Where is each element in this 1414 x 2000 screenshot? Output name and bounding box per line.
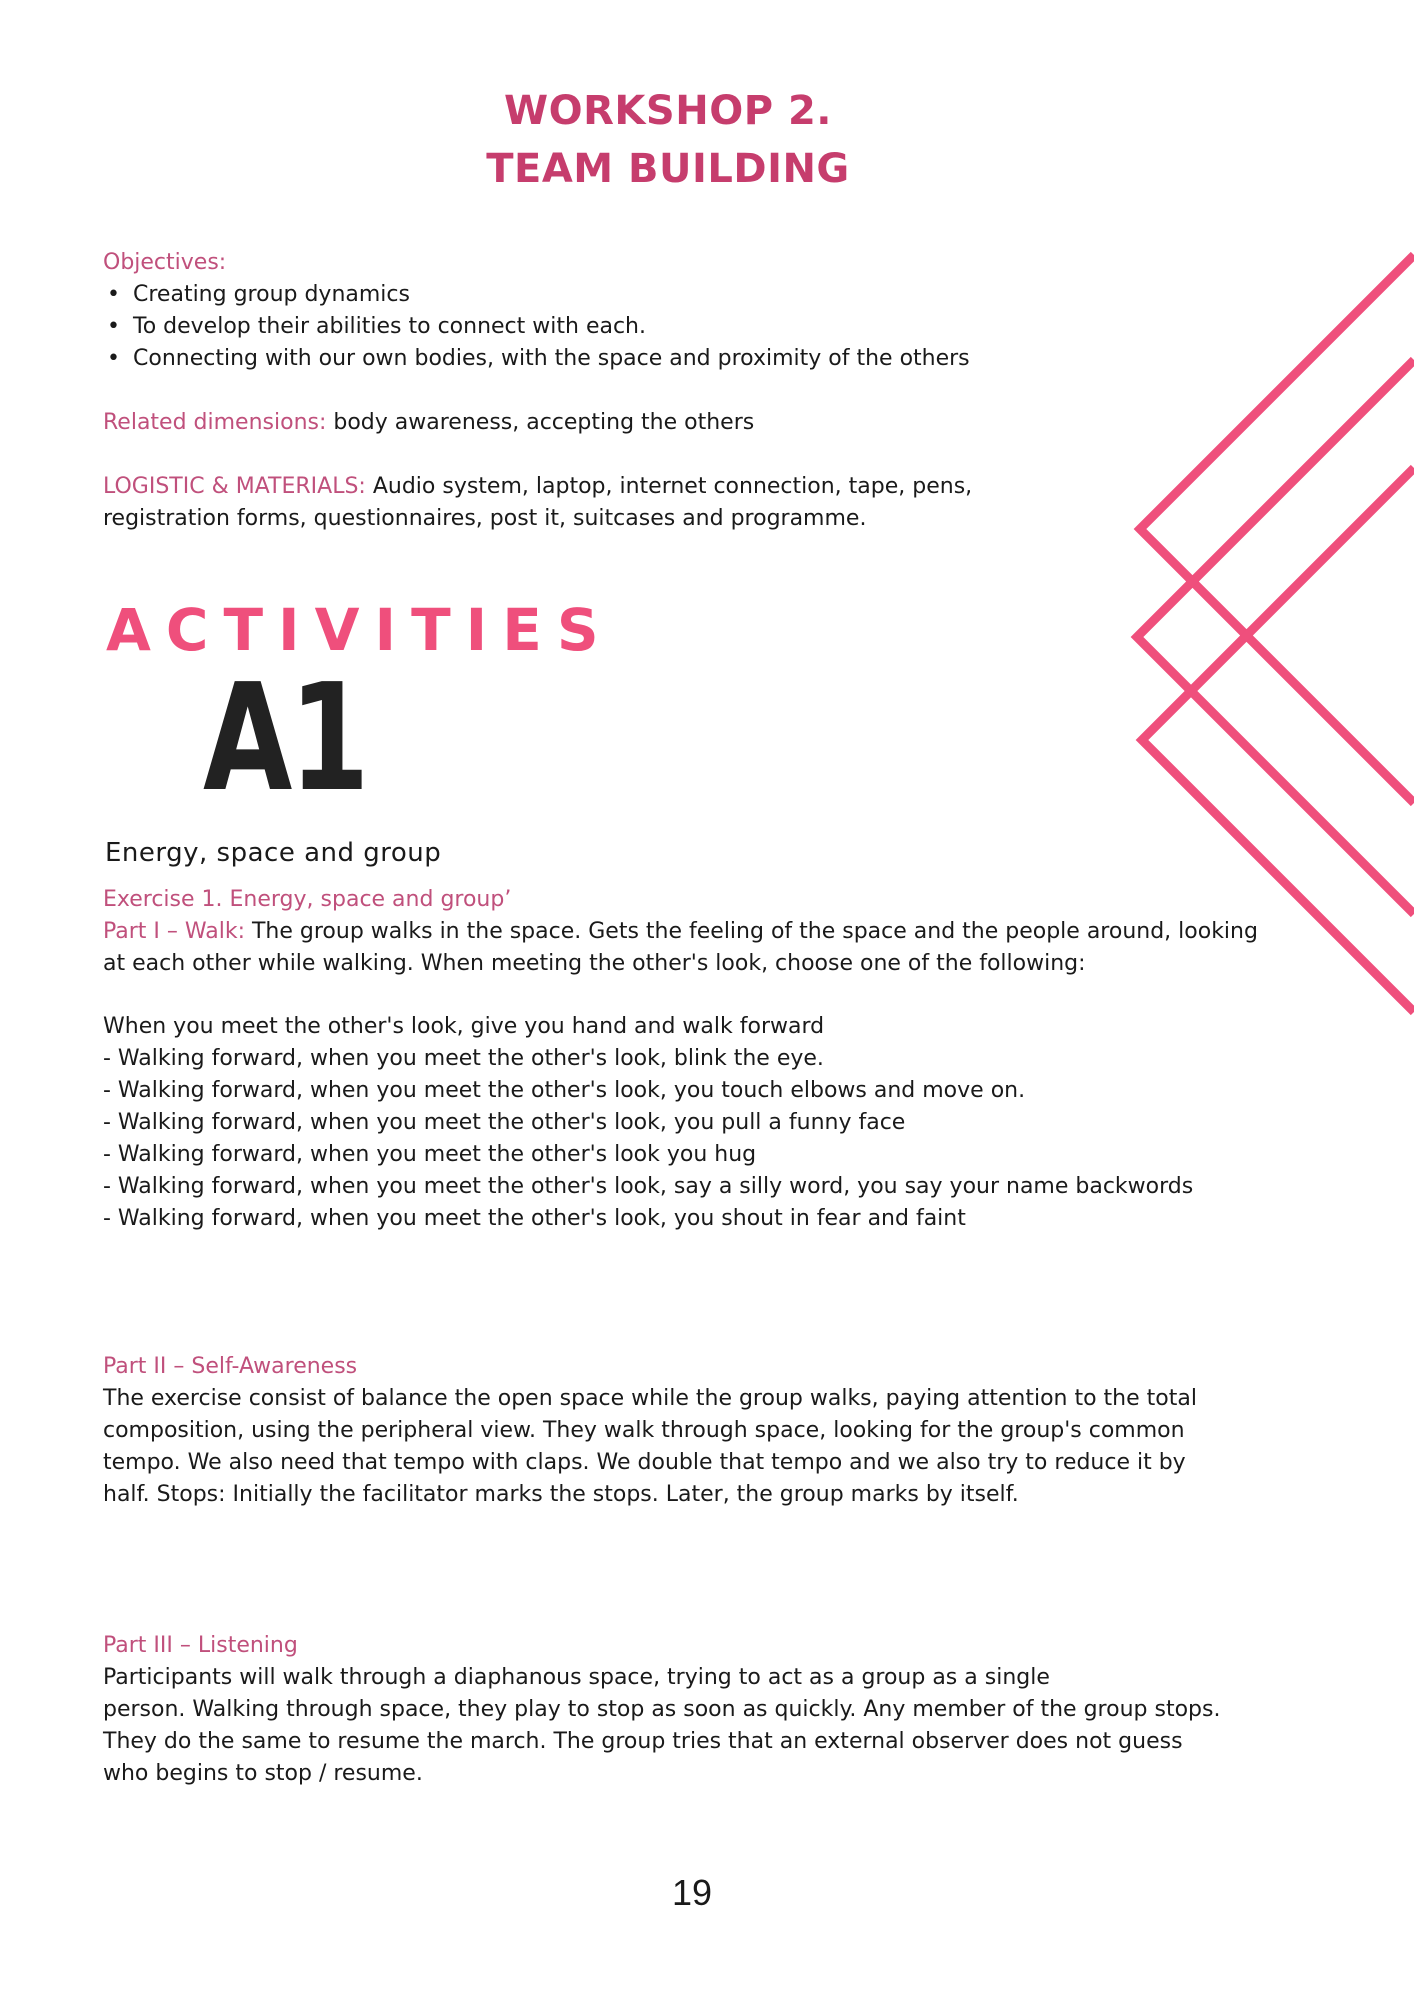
part2-line: composition, using the peripheral view. They walk through space, looking for the group's common [103, 1418, 1185, 1443]
instruction-line: When you meet the other's look, give you hand and walk forward [103, 1014, 825, 1039]
logistics-label: LOGISTIC & MATERIALS: [103, 474, 366, 499]
part1-label: Part I – Walk: [103, 919, 245, 944]
part2-line: The exercise consist of balance the open space while the group walks, paying attention to the total [103, 1386, 1197, 1411]
activity-code: A1 [203, 652, 367, 824]
exercise-title: Exercise 1. Energy, space and group’ [103, 887, 512, 912]
activities-heading: ACTIVITIES [106, 596, 614, 664]
part3-line: They do the same to resume the march. The group tries that an external observer does not guess [103, 1729, 1183, 1754]
instruction-line: - Walking forward, when you meet the other's look, say a silly word, you say your name backwords [103, 1174, 1194, 1199]
part2-line: half. Stops: Initially the facilitator marks the stops. Later, the group marks by itself. [103, 1482, 1019, 1507]
related-dimensions [103, 407, 754, 439]
activity-subtitle: Energy, space and group [105, 838, 442, 868]
page-number: 19 [671, 1872, 713, 1913]
logistics-text-line2: registration forms, questionnaires, post it, suitcases and programme. [103, 506, 867, 531]
workshop-title-line2: TEAM BUILDING [486, 146, 850, 192]
part3-line: person. Walking through space, they play to stop as soon as quickly. Any member of the group stops. [103, 1697, 1221, 1722]
related-dimensions-text: body awareness, accepting the others [326, 410, 755, 435]
part3-label: Part III – Listening [103, 1633, 298, 1658]
objectives-section [103, 247, 970, 375]
exercise-section [103, 884, 1363, 980]
logistics-materials [103, 471, 972, 535]
related-dimensions-label: Related dimensions: [103, 410, 327, 435]
part2-section [103, 1351, 1197, 1511]
objective-item: • To develop their abilities to connect with each. [103, 311, 970, 343]
instruction-line: - Walking forward, when you meet the other's look, you pull a funny face [103, 1110, 906, 1135]
part1-text-line1: The group walks in the space. Gets the feeling of the space and the people around, looking [245, 919, 1258, 944]
part3-line: Participants will walk through a diaphanous space, trying to act as a group as a single [103, 1665, 1050, 1690]
objective-item: • Creating group dynamics [103, 279, 970, 311]
part2-label: Part II – Self-Awareness [103, 1354, 358, 1379]
objective-item: • Connecting with our own bodies, with the space and proximity of the others [103, 343, 970, 375]
workshop-title-line1: WORKSHOP 2. [504, 88, 832, 134]
instruction-line: - Walking forward, when you meet the other's look, blink the eye. [103, 1046, 824, 1071]
instruction-line: - Walking forward, when you meet the other's look you hug [103, 1142, 757, 1167]
part1-text-line2: at each other while walking. When meeting the other's look, choose one of the following: [103, 951, 1086, 976]
part2-line: tempo. We also need that tempo with claps. We double that tempo and we also try to reduce it by [103, 1450, 1186, 1475]
part3-line: who begins to stop / resume. [103, 1761, 423, 1786]
objectives-label: Objectives: [103, 250, 227, 275]
instruction-line: - Walking forward, when you meet the other's look, you shout in fear and faint [103, 1206, 966, 1231]
part3-section [103, 1630, 1220, 1790]
objectives-list [103, 279, 970, 375]
instructions-list [103, 1011, 1193, 1235]
logistics-text-line1: Audio system, laptop, internet connection, tape, pens, [365, 474, 973, 499]
instruction-line: - Walking forward, when you meet the other's look, you touch elbows and move on. [103, 1078, 1026, 1103]
